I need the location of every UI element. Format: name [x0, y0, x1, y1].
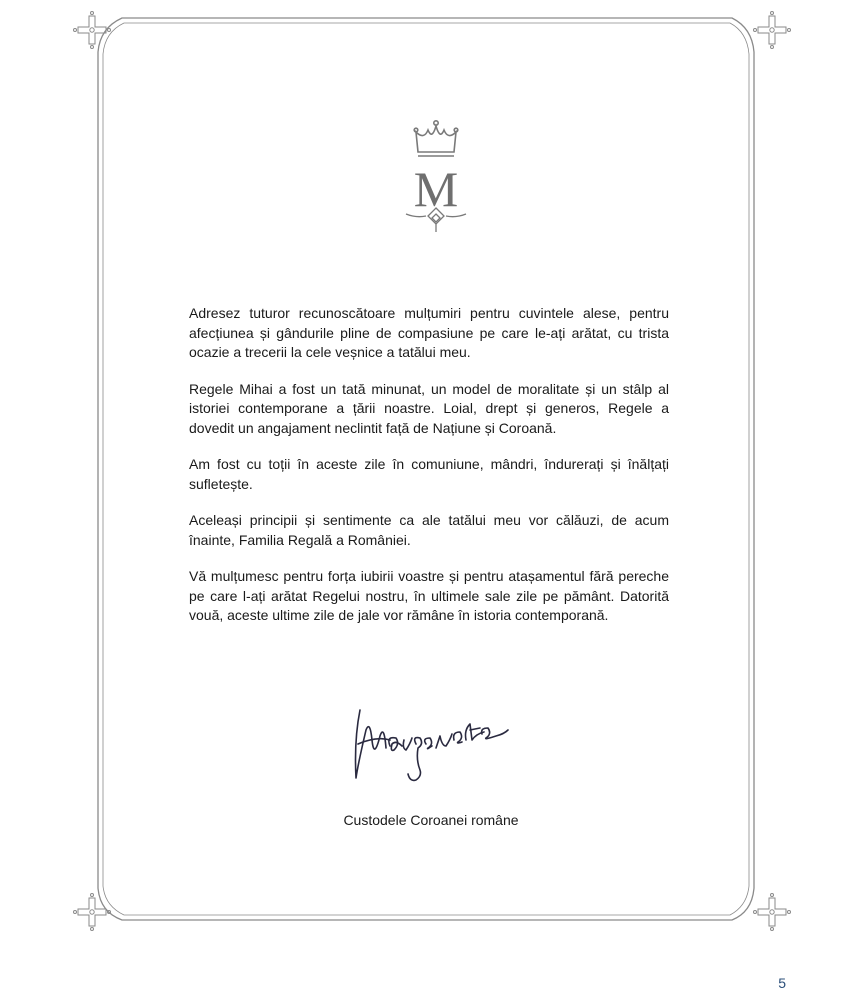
letter-paragraph: Adresez tuturor recunoscătoare mulțumiri pentru cuvintele alese, pentru afecțiunea și gândurile pline de compasiune pe care le-ați arătat, cu trista ocazie a trecerii la cele veșnice a tatălui meu.: [189, 305, 669, 360]
letter-paragraph: Vă mulțumesc pentru forța iubirii voastre și pentru atașamentul fără pereche pe care l-ați arătat Regelui nostru, în ultimele sale zile pe pământ. Datorită vouă, aceste ultime zile de jale vor rămâne în istoria contemporană.: [189, 568, 669, 623]
corner-cross-icon: [754, 894, 791, 931]
royal-monogram: [396, 118, 476, 238]
page-number: 5: [778, 975, 786, 991]
letter-paragraph: Aceleași principii și sentimente ca ale tatălui meu vor călăuzi, de acum înainte, Familia Regală a României.: [189, 512, 669, 548]
signatory-title: Custodele Coroanei române: [343, 812, 519, 828]
corner-cross-icon: [754, 12, 791, 49]
letter-body: [189, 304, 669, 643]
letter-paragraph: Regele Mihai a fost un tată minunat, un model de moralitate și un stâlp al istoriei contemporane a țării noastre. Loial, drept și generos, Regele a dovedit un angajament neclintit față de Națiune și Coroană.: [189, 380, 669, 436]
letter-paragraph: Am fost cu toții în aceste zile în comuniune, mândri, îndurerați și înălțați sufletește.: [189, 456, 669, 492]
monogram-letter: M: [413, 161, 459, 217]
corner-cross-icon: [74, 894, 111, 931]
crown-icon: [414, 121, 458, 156]
handwritten-signature: [346, 700, 516, 790]
